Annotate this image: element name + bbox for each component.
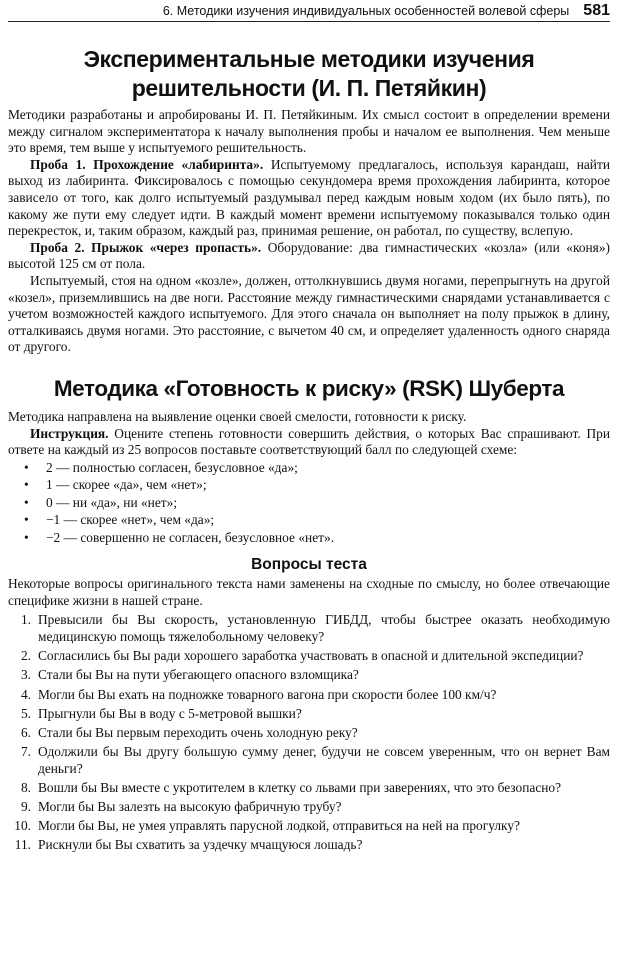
question-text: Прыгнули бы Вы в воду с 5-метровой вышки? xyxy=(38,705,302,721)
question-text: Вошли бы Вы вместе с укротителем в клетку со львами при заверениях, что это безопасно? xyxy=(38,779,562,795)
questions-list xyxy=(8,612,610,854)
question-text: Стали бы Вы первым переходить очень холодную реку? xyxy=(38,724,358,740)
question-text: Могли бы Вы ехать на подножке товарного вагона при скорости более 100 км/ч? xyxy=(38,686,497,702)
question-text: Стали бы Вы на пути убегающего опасного взломщика? xyxy=(38,667,359,683)
scale-item-text: 1 — скорее «да», чем «нет»; xyxy=(46,477,207,493)
test1-paragraph xyxy=(8,157,610,240)
list-item xyxy=(8,725,610,742)
test2-label: Проба 2. Прыжок «через пропасть». xyxy=(30,239,262,255)
question-number: 8. xyxy=(20,779,31,795)
instruction-text: Оцените степень готовности совершить действия, о которых Вас спрашивают. При ответе на каждый из 25 вопросов поставьте соответствующий балл по следующей схеме: xyxy=(8,425,610,458)
question-text: Могли бы Вы залезть на высокую фабричную трубу? xyxy=(38,799,342,815)
test1-text: Испытуемому предлагалось, используя карандаш, найти выход из лабиринта. Фиксировалось с помощью секундомера время прохождения лабиринта, которое зависело от того, как долго испытуемый раздумывал перед каждым новым ходом (их было пять), по какому же пути ему следует идти. В каждый момент времени испытуемому показывался только один перекресток, и, таким образом, каждый раз, принимая решение, он работал, по существу, вслепую. xyxy=(8,156,610,239)
test2-description: Испытуемый, стоя на одном «козле», должен, оттолкнувшись двумя ногами, перепрыгнуть на другой «козел», приземлившись на две ноги. Расстояние между гимнастическими снарядами устанавливается с учетом возможностей каждого испытуемого. Для этого сначала он выполняет на полу прыжок в длину, отталкиваясь двумя ногами. Это расстояние, с вычетом 40 см, и определяет удаленность одного снаряда от другого. xyxy=(8,272,610,355)
scale-item-text: −2 — совершенно не согласен, безусловное «нет». xyxy=(46,529,335,545)
scoring-scale-list xyxy=(8,459,610,547)
list-item xyxy=(24,476,610,494)
list-item xyxy=(8,667,610,684)
list-item xyxy=(24,511,610,529)
test2-paragraph xyxy=(8,240,610,273)
section2-intro: Методика направлена на выявление оценки своей смелости, готовности к риску. xyxy=(8,408,467,424)
list-item xyxy=(24,459,610,477)
question-text: Могли бы Вы, не умея управлять парусной лодкой, отправиться на ней на прогулку? xyxy=(38,818,520,834)
question-number: 5. xyxy=(20,705,31,721)
questions-title: Вопросы теста xyxy=(251,556,367,574)
question-number: 4. xyxy=(20,686,31,702)
list-item xyxy=(8,780,610,797)
list-item xyxy=(8,818,610,835)
running-title: 6. Методики изучения индивидуальных особенностей волевой сферы xyxy=(162,4,570,18)
question-text: Согласились бы Вы ради хорошего заработка участвовать в опасной и длительной экспедиции? xyxy=(38,648,584,664)
test1-label: Проба 1. Прохождение «лабиринта». xyxy=(30,156,264,172)
scale-item-text: 0 — ни «да», ни «нет»; xyxy=(46,494,178,510)
instruction-label: Инструкция. xyxy=(30,425,109,441)
instruction-paragraph xyxy=(8,426,610,459)
list-item xyxy=(8,612,610,645)
bullet-icon: • xyxy=(24,477,29,493)
list-item xyxy=(24,494,610,512)
question-number: 6. xyxy=(20,724,31,740)
section1-intro: Методики разработаны и апробированы И. П. Петяйкиным. Их смысл состоит в определении времени между сигналом экспериментатора к началу выполнения пробы и началом ее выполнения. Чем меньше это время, тем выше у испытуемого решительность. xyxy=(8,107,610,156)
question-number: 9. xyxy=(20,799,31,815)
question-number: 11. xyxy=(14,837,31,853)
section1-title-line1: Экспериментальные методики изучения xyxy=(83,46,535,72)
list-item xyxy=(8,799,610,816)
question-number: 10. xyxy=(14,818,31,834)
list-item xyxy=(8,706,610,723)
test2-text: Оборудование: два гимнастических «козла» (или «коня») высотой 125 см от пола. xyxy=(8,239,610,272)
list-item xyxy=(8,837,610,854)
bullet-icon: • xyxy=(24,512,29,528)
questions-note: Некоторые вопросы оригинального текста нами заменены на сходные по смыслу, но более отвечающие специфике жизни в нашей стране. xyxy=(8,576,610,608)
section1-title-line2: решительности (И. П. Петяйкин) xyxy=(131,75,487,101)
list-item xyxy=(8,744,610,777)
question-number: 2. xyxy=(20,648,31,664)
question-number: 1. xyxy=(20,612,31,628)
bullet-icon: • xyxy=(24,494,29,510)
scale-item-text: −1 — скорее «нет», чем «да»; xyxy=(46,512,215,528)
section1-title xyxy=(8,45,610,103)
question-text: Одолжили бы Вы другу большую сумму денег, будучи не совсем уверенным, что он вернет Вам деньги? xyxy=(38,744,610,776)
page-number: 581 xyxy=(583,2,610,19)
question-text: Рискнули бы Вы схватить за уздечку мчащуюся лошадь? xyxy=(38,837,363,853)
list-item xyxy=(24,529,610,547)
bullet-icon: • xyxy=(24,459,29,475)
list-item xyxy=(8,687,610,704)
bullet-icon: • xyxy=(24,529,29,545)
question-text: Превысили бы Вы скорость, установленную ГИБДД, чтобы быстрее оказать необходимую медицинскую помощь тяжелобольному человеку? xyxy=(38,612,610,644)
question-number: 3. xyxy=(20,667,31,683)
question-number: 7. xyxy=(20,744,31,760)
list-item xyxy=(8,648,610,665)
running-header xyxy=(8,0,610,22)
section2-title: Методика «Готовность к риску» (RSK) Шуберта xyxy=(53,375,565,401)
scale-item-text: 2 — полностью согласен, безусловное «да»; xyxy=(46,459,298,475)
